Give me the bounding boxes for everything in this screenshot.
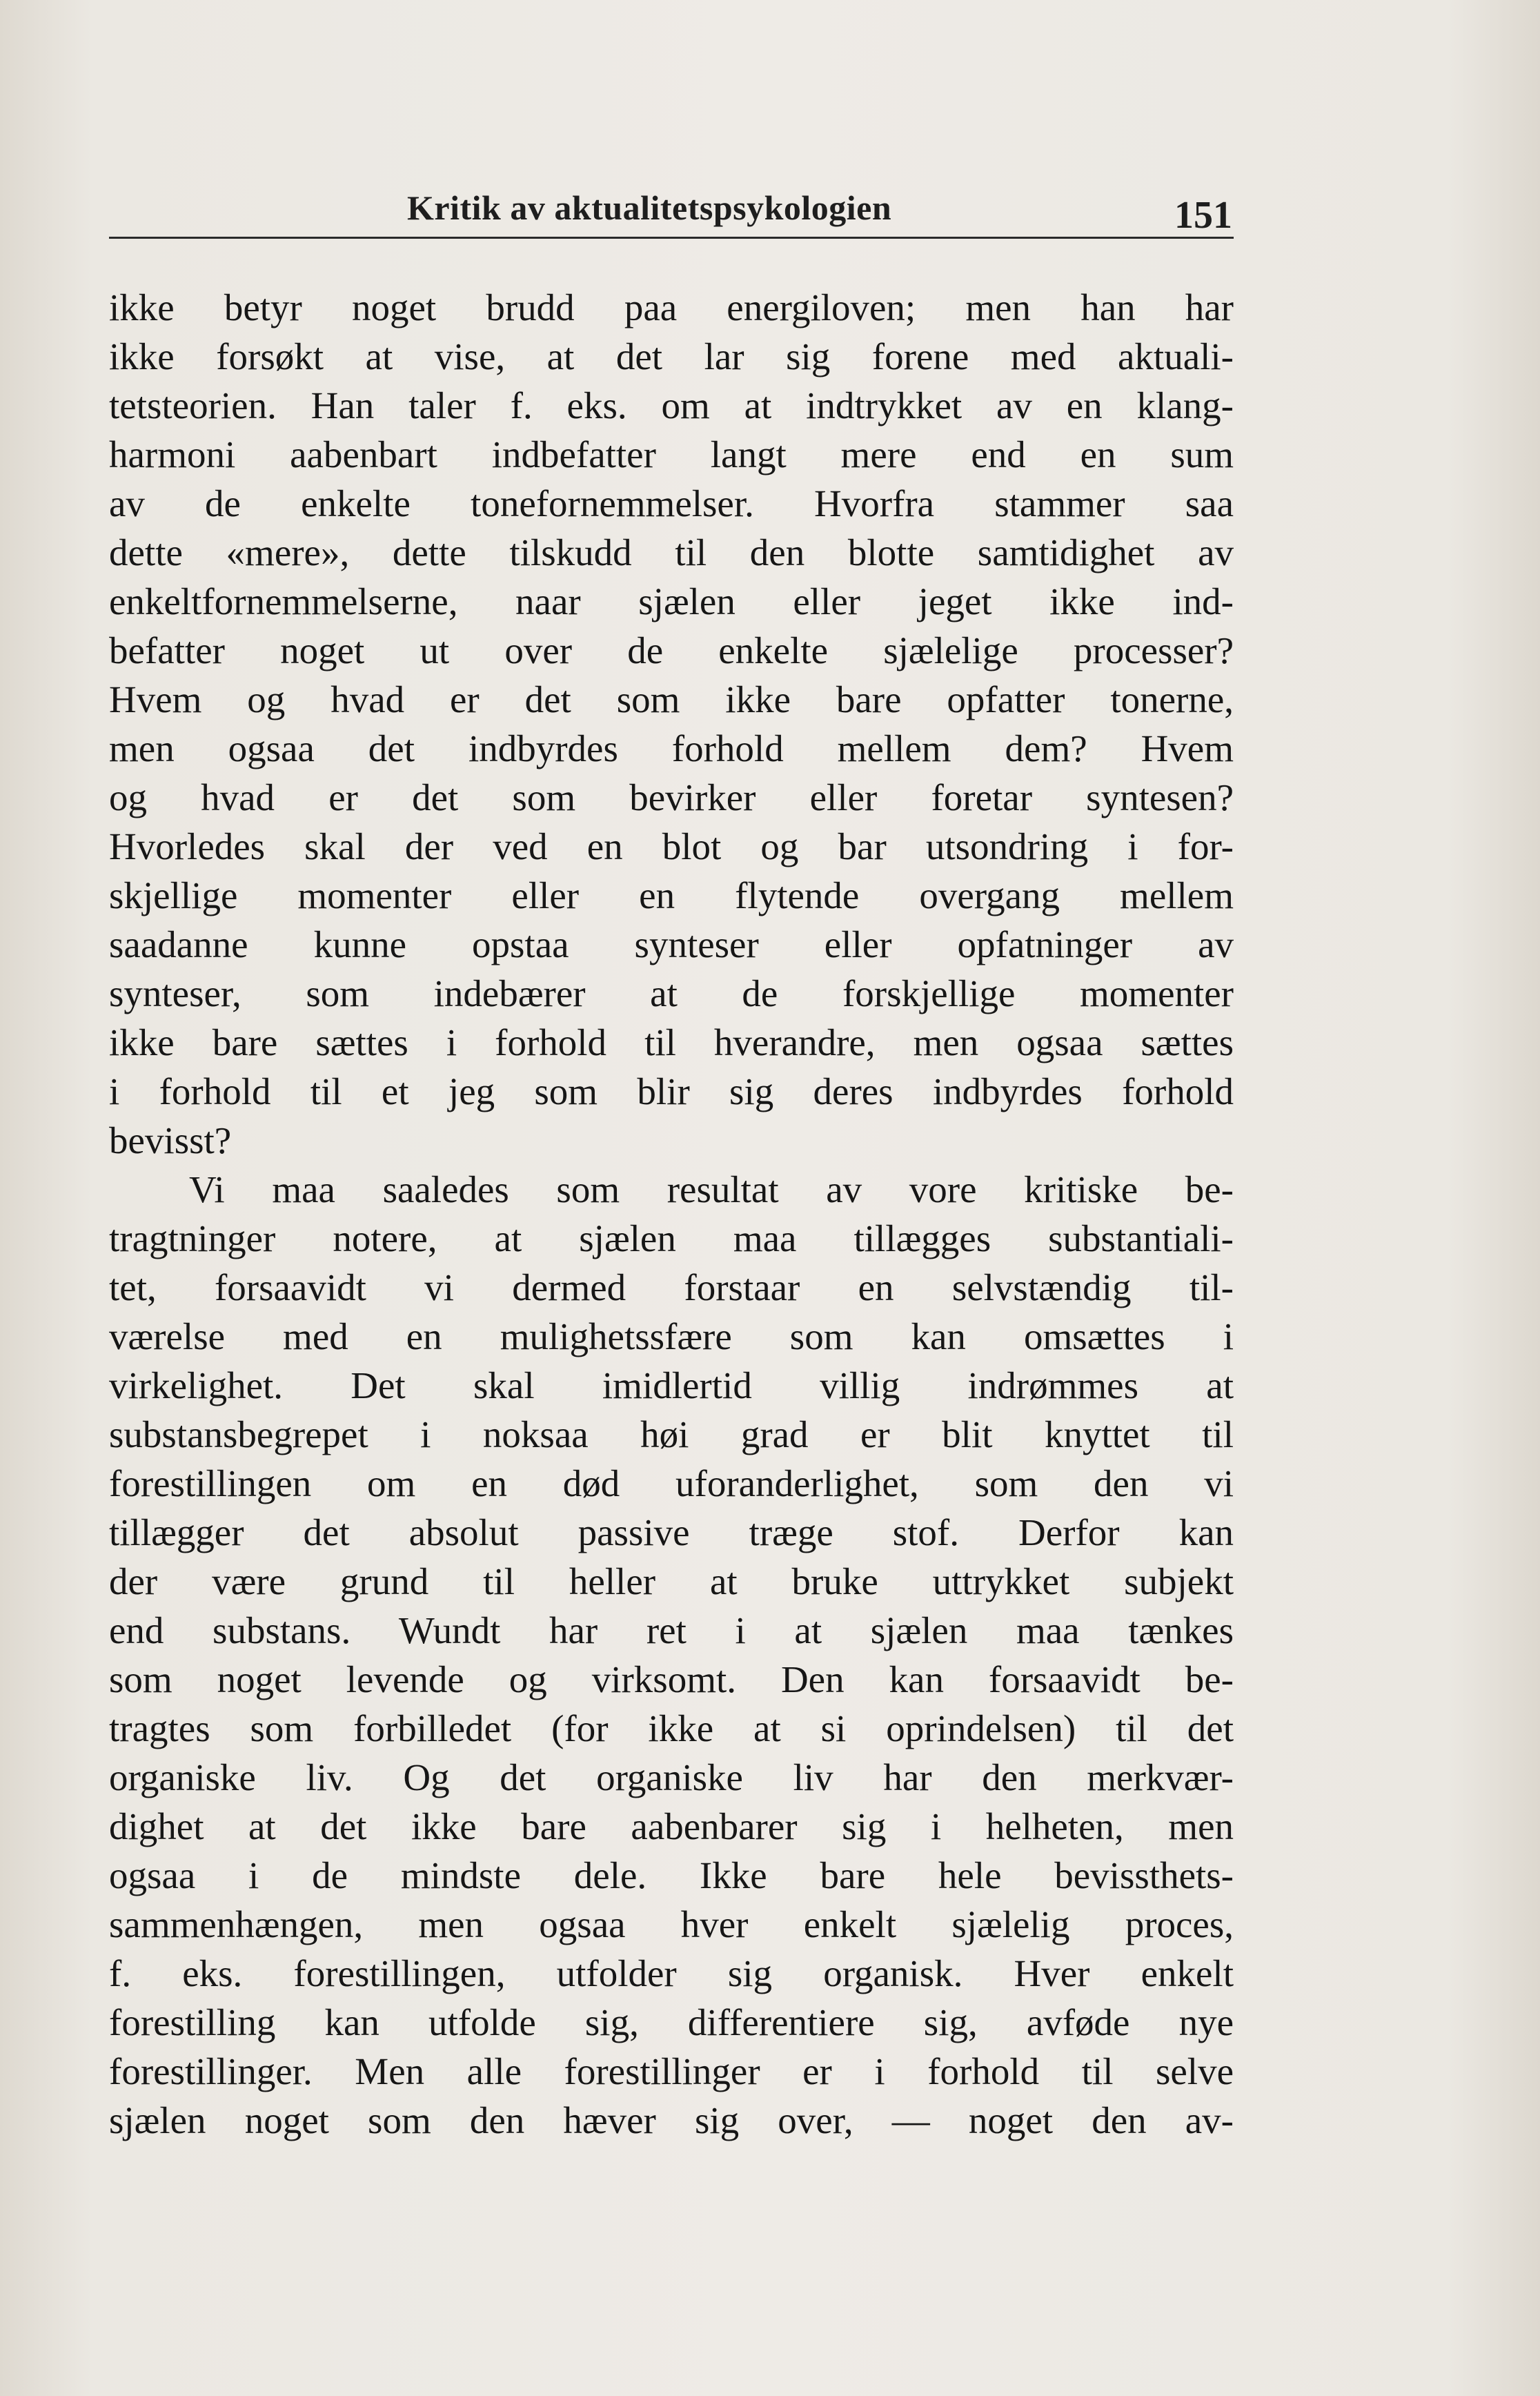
running-title: Kritik av aktualitetspsykologien [407,188,892,227]
text-line: synteser, som indebærer at de forskjellige momenter [109,972,1234,1014]
text-line: virkelighet. Det skal imidlertid villig indrømmes at [109,1364,1234,1406]
text-line: Hvem og hvad er det som ikke bare opfatter tonerne, [109,678,1234,720]
text-line: dette «mere», dette tilskudd til den blotte samtidighet av [109,531,1234,573]
body-text [109,283,1234,2145]
text-line: skjellige momenter eller en flytende overgang mellem [109,874,1234,916]
page-number: 151 [1174,194,1232,237]
text-line: ikke forsøkt at vise, at det lar sig forene med aktuali- [109,335,1234,377]
text-line: som noget levende og virksomt. Den kan forsaavidt be- [109,1658,1234,1700]
text-line: tillægger det absolut passive træge stof. Derfor kan [109,1511,1234,1553]
text-line: dighet at det ikke bare aabenbarer sig i helheten, men [109,1805,1234,1847]
text-line: befatter noget ut over de enkelte sjælelige processer? [109,629,1234,671]
text-line: forestilling kan utfolde sig, differentiere sig, avføde nye [109,2001,1234,2043]
text-line: forestillingen om en død uforanderlighet, som den vi [109,1462,1234,1504]
text-line: substansbegrepet i noksaa høi grad er blit knyttet til [109,1413,1234,1455]
text-line: værelse med en mulighetssfære som kan omsættes i [109,1315,1234,1357]
paragraph-last-line: bevisst? [109,1119,232,1161]
header-rule [109,237,1234,239]
text-line: end substans. Wundt har ret i at sjælen maa tænkes [109,1609,1234,1651]
text-line: forestillinger. Men alle forestillinger er i forhold til selve [109,2050,1234,2092]
text-line: i forhold til et jeg som blir sig deres indbyrdes forhold [109,1070,1234,1112]
text-line: ikke betyr noget brudd paa energiloven; men han har [109,286,1234,328]
text-line: saadanne kunne opstaa synteser eller opfatninger av [109,923,1234,965]
text-line: sammenhængen, men ogsaa hver enkelt sjælelig proces, [109,1903,1234,1945]
text-line: ogsaa i de mindste dele. Ikke bare hele bevissthets- [109,1854,1234,1896]
text-line: av de enkelte tonefornemmelser. Hvorfra stammer saa [109,482,1234,524]
text-line: tragtes som forbilledet (for ikke at si oprindelsen) til det [109,1707,1234,1749]
text-line: f. eks. forestillingen, utfolder sig organisk. Hver enkelt [109,1952,1234,1994]
text-line: harmoni aabenbart indbefatter langt mere end en sum [109,433,1234,475]
text-line: sjælen noget som den hæver sig over, — noget den av- [109,2099,1234,2141]
text-line: og hvad er det som bevirker eller foretar syntesen? [109,776,1234,818]
text-line: Hvorledes skal der ved en blot og bar utsondring i for- [109,825,1234,867]
text-line: tragtninger notere, at sjælen maa tillægges substantiali- [109,1217,1234,1259]
text-line: ikke bare sættes i forhold til hverandre, men ogsaa sættes [109,1021,1234,1063]
text-line: men ogsaa det indbyrdes forhold mellem dem? Hvem [109,727,1234,769]
text-line: enkeltfornemmelserne, naar sjælen eller jeget ikke ind- [109,580,1234,622]
text-line: tet, forsaavidt vi dermed forstaar en selvstændig til- [109,1266,1234,1308]
text-line: tetsteorien. Han taler f. eks. om at indtrykket av en klang- [109,384,1234,426]
text-line: der være grund til heller at bruke uttrykket subjekt [109,1560,1234,1602]
paragraph-first-line: Vi maa saaledes som resultat av vore kritiske be- [189,1168,1234,1210]
text-line: organiske liv. Og det organiske liv har den merkvær- [109,1756,1234,1798]
page-header [109,181,1234,236]
